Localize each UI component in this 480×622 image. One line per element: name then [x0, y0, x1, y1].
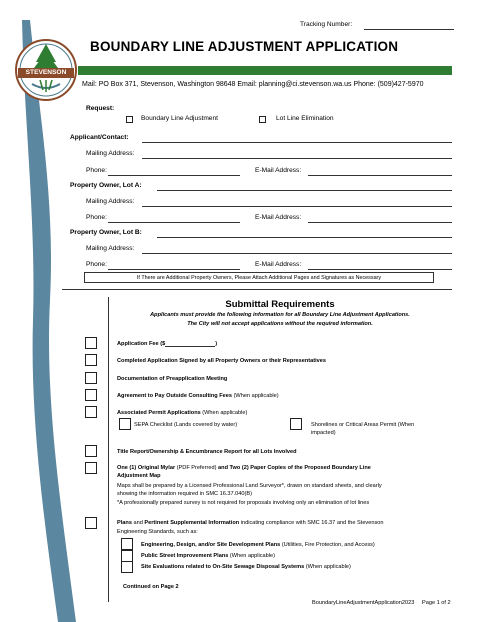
owner-a-mailing-field[interactable] [142, 206, 452, 207]
owner-b-label: Property Owner, Lot B: [70, 229, 142, 236]
sewage-label [141, 564, 351, 570]
checkbox-associated-permits[interactable] [85, 406, 97, 418]
plans-rest: indicating compliance with SMC 16.37 and the Stevenson [239, 520, 384, 526]
engineering-rest: (Utilities, Fire Protection, and Access) [280, 542, 375, 548]
owner-b-mailing-label: Mailing Address: [86, 245, 135, 252]
owner-b-field[interactable] [157, 237, 452, 238]
checkbox-signed-application[interactable] [85, 354, 97, 366]
option-boundary-line-adjustment: Boundary Line Adjustment [141, 115, 218, 122]
checkbox-lot-line-elimination[interactable] [259, 116, 266, 123]
title-report-label: Title Report/Ownership & Encumbrance Report for all Lots Involved [117, 449, 297, 455]
owner-b-phone-label: Phone: [86, 261, 107, 268]
owner-b-email-label: E-Mail Address: [255, 261, 302, 268]
mylar-bold-c: and Two (2) Paper Copies of the Proposed Boundary Line [218, 465, 371, 471]
section-divider [62, 289, 452, 290]
page-title: BOUNDARY LINE ADJUSTMENT APPLICATION [90, 39, 399, 54]
checkbox-application-fee[interactable] [85, 337, 97, 349]
plans-line-1 [117, 520, 383, 526]
continued-label: Continued on Page 2 [123, 584, 179, 590]
tracking-label: Tracking Number: [300, 21, 353, 28]
street-improvement-label [141, 553, 275, 559]
mylar-pdf: (PDF Preferred) [175, 465, 219, 471]
checkbox-consulting-fees[interactable] [85, 389, 97, 401]
applicant-mailing-field[interactable] [142, 158, 452, 159]
associated-permits-bold: Associated Permit Applications [117, 410, 201, 416]
signed-application-label: Completed Application Signed by all Property Owners or their Representatives [117, 358, 326, 364]
applicant-label: Applicant/Contact: [70, 134, 129, 141]
owner-a-phone-field[interactable] [108, 222, 240, 223]
logo-text: STEVENSON [25, 68, 67, 76]
application-fee-field[interactable] [165, 340, 218, 347]
owner-b-mailing-field[interactable] [142, 253, 452, 254]
applicant-phone-label: Phone: [86, 167, 107, 174]
owner-b-email-field[interactable] [308, 269, 452, 270]
applicant-email-field[interactable] [308, 175, 452, 176]
plans-line-2: Engineering Standards, such as: [117, 529, 198, 535]
additional-owners-note: If There are Additional Property Owners, Please Attach Additional Pages and Signatures as Necessary [84, 272, 434, 283]
applicant-field[interactable] [142, 142, 452, 143]
street-improvement-bold: Public Street Improvement Plans [141, 553, 229, 559]
submittal-subtitle-1: Applicants must provide the following information for all Boundary Line Adjustment Applications. [150, 312, 410, 318]
mylar-line-2: Adjustment Map [117, 473, 161, 479]
checkbox-boundary-line-adjustment[interactable] [126, 116, 133, 123]
checkbox-engineering[interactable] [121, 538, 133, 550]
plans-and: and [131, 520, 145, 526]
owner-a-phone-label: Phone: [86, 214, 107, 221]
owner-a-email-label: E-Mail Address: [255, 214, 302, 221]
mylar-para-3: *A professionally prepared survey is not required for proposals involving only an elimination of lot lines [117, 500, 370, 506]
engineering-bold: Engineering, Design, and/or Site Development Plans [141, 542, 281, 548]
footer-filename: BoundaryLineAdjustmentApplication2023 [312, 600, 415, 606]
shorelines-label-2: impacted) [311, 430, 336, 436]
footer-page: Page 1 of 2 [422, 600, 451, 606]
checkbox-title-report[interactable] [85, 445, 97, 457]
request-label: Request: [86, 105, 115, 112]
owner-a-mailing-label: Mailing Address: [86, 198, 135, 205]
mylar-para-2: showing the information required in SMC 16.37.040(B) [117, 491, 252, 497]
contact-address: Mail: PO Box 371, Stevenson, Washington 98648 Email: planning@ci.stevenson.wa.us Phone: (509)427-5970 [82, 81, 424, 88]
application-fee-close: ) [215, 341, 218, 347]
associated-permits-rest: (When applicable) [200, 410, 248, 416]
shorelines-label-1: Shorelines or Critical Areas Permit (When [311, 422, 415, 428]
checkbox-sepa[interactable] [119, 418, 131, 430]
application-fee-label [117, 340, 217, 347]
sewage-rest: (When applicable) [304, 564, 351, 570]
header-green-bar [78, 66, 452, 75]
tracking-number-field[interactable] [364, 29, 454, 30]
engineering-label [141, 542, 375, 548]
checkbox-preapplication[interactable] [85, 372, 97, 384]
consulting-fees-rest: (When applicable) [232, 393, 279, 399]
associated-permits-label [117, 410, 247, 416]
consulting-fees-label [117, 393, 279, 399]
submittal-subtitle-2: The City will not accept applications without the required information. [187, 321, 373, 327]
checkbox-mylar[interactable] [85, 462, 97, 474]
consulting-fees-bold: Agreement to Pay Outside Consulting Fees [117, 393, 233, 399]
application-fee-text: Application Fee ($ [117, 341, 166, 347]
checkbox-sewage[interactable] [121, 561, 133, 573]
owner-a-label: Property Owner, Lot A: [70, 182, 142, 189]
mylar-para-1: Maps shall be prepared by a Licensed Professional Land Surveyor*, drawn on standard sheets, and clearly [117, 483, 382, 489]
checkbox-shorelines[interactable] [290, 418, 302, 430]
section-left-rule [108, 297, 109, 602]
applicant-email-label: E-Mail Address: [255, 167, 302, 174]
owner-b-phone-field[interactable] [108, 269, 240, 270]
submittal-title: Submittal Requirements [225, 299, 335, 310]
option-lot-line-elimination: Lot Line Elimination [276, 115, 334, 122]
sewage-bold: Site Evaluations related to On-Site Sewage Disposal Systems [141, 564, 305, 570]
owner-a-email-field[interactable] [308, 222, 452, 223]
checkbox-plans[interactable] [85, 517, 97, 529]
sepa-label: SEPA Checklist (Lands covered by water) [134, 422, 238, 428]
street-improvement-rest: (When applicable) [228, 553, 275, 559]
applicant-phone-field[interactable] [108, 175, 240, 176]
plans-bold-c: Pertinent Supplemental Information [144, 520, 240, 526]
mylar-bold-a: One (1) Original Mylar [117, 465, 176, 471]
plans-bold-a: Plans [117, 520, 132, 526]
mylar-line-1 [117, 465, 371, 471]
owner-a-field[interactable] [157, 190, 452, 191]
applicant-mailing-label: Mailing Address: [86, 150, 135, 157]
preapplication-label: Documentation of Preapplication Meeting [117, 376, 228, 382]
